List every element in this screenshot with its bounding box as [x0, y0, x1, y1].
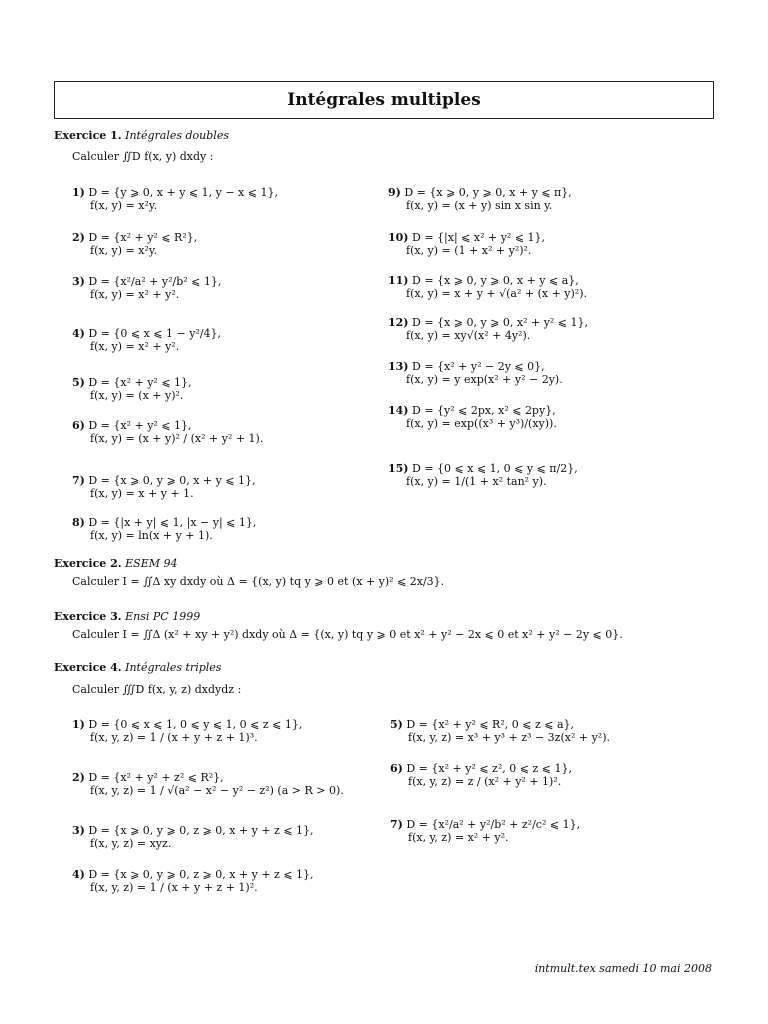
item-function: f(x, y) = xy√(x² + 4y²).	[406, 329, 531, 342]
item-number: 3)	[72, 824, 85, 837]
item-domain-line	[72, 327, 221, 340]
exercise-4-subtitle: Intégrales triples	[125, 661, 222, 674]
item-domain: D = {x² + y² − 2y ⩽ 0},	[412, 360, 545, 373]
item-domain: D = {0 ⩽ x ⩽ 1 − y²/4},	[88, 327, 222, 340]
item-function: f(x, y, z) = 1 / (x + y + z + 1)³.	[90, 731, 258, 744]
item-function: f(x, y) = 1/(1 + x² tan² y).	[406, 475, 547, 488]
item-domain: D = {x²/a² + y²/b² + z²/c² ⩽ 1},	[406, 818, 581, 831]
item-function: f(x, y, z) = 1 / √(a² − x² − y² − z²) (a > R > 0).	[90, 784, 344, 797]
item-domain: D = {x ⩾ 0, y ⩾ 0, x + y ⩽ π},	[404, 186, 572, 199]
item-domain: D = {y ⩾ 0, x + y ⩽ 1, y − x ⩽ 1},	[88, 186, 278, 199]
exercise-2-subtitle: ESEM 94	[125, 557, 178, 570]
item-function: f(x, y) = x + y + √(a² + (x + y)²).	[406, 287, 588, 300]
item-number: 1)	[72, 186, 85, 199]
exercise-item	[388, 231, 545, 257]
exercise-item	[388, 360, 563, 386]
exercise-3-label: Exercice 3.	[54, 610, 122, 623]
exercise-item	[72, 718, 302, 744]
item-function: f(x, y, z) = x³ + y³ + z³ − 3z(x² + y²).	[408, 731, 610, 744]
item-domain: D = {|x + y| ⩽ 1, |x − y| ⩽ 1},	[88, 516, 257, 529]
item-function: f(x, y) = (x + y)².	[90, 389, 184, 402]
item-function: f(x, y, z) = 1 / (x + y + z + 1)².	[90, 881, 258, 894]
item-domain-line	[388, 274, 587, 287]
item-number: 4)	[72, 327, 85, 340]
exercise-item	[72, 231, 197, 257]
exercise-item	[390, 718, 610, 744]
title-box	[54, 81, 714, 119]
item-function: f(x, y) = (x + y)² / (x² + y² + 1).	[90, 432, 264, 445]
item-number: 1)	[72, 718, 85, 731]
item-domain: D = {x ⩾ 0, y ⩾ 0, z ⩾ 0, x + y + z ⩽ 1},	[88, 868, 314, 881]
item-number: 14)	[388, 404, 409, 417]
item-domain-line	[388, 316, 588, 329]
item-function: f(x, y) = y exp(x² + y² − 2y).	[406, 373, 563, 386]
item-domain-line	[390, 762, 572, 775]
footer-note: intmult.tex samedi 10 mai 2008	[534, 962, 712, 975]
exercise-item	[388, 404, 557, 430]
item-number: 5)	[72, 376, 85, 389]
item-domain-line	[72, 231, 197, 244]
item-number: 3)	[72, 275, 85, 288]
item-function: f(x, y, z) = z / (x² + y² + 1)².	[408, 775, 562, 788]
item-domain: D = {0 ⩽ x ⩽ 1, 0 ⩽ y ⩽ 1, 0 ⩽ z ⩽ 1},	[88, 718, 303, 731]
item-function: f(x, y, z) = x² + y².	[408, 831, 509, 844]
item-function: f(x, y) = (x + y) sin x sin y.	[406, 199, 553, 212]
item-function: f(x, y) = x² + y².	[90, 288, 180, 301]
exercise-item	[72, 824, 314, 850]
item-domain: D = {x² + y² ⩽ 1},	[88, 419, 192, 432]
exercise-item	[72, 474, 256, 500]
exercise-item	[388, 274, 587, 300]
exercise-item	[72, 516, 256, 542]
item-domain: D = {|x| ⩽ x² + y² ⩽ 1},	[412, 231, 546, 244]
item-function: f(x, y) = x + y + 1.	[90, 487, 194, 500]
item-domain-line	[388, 360, 563, 373]
item-domain-line	[388, 404, 557, 417]
item-function: f(x, y) = x²y.	[90, 244, 158, 257]
item-domain: D = {x² + y² ⩽ R², 0 ⩽ z ⩽ a},	[406, 718, 574, 731]
item-domain: D = {x²/a² + y²/b² ⩽ 1},	[88, 275, 222, 288]
item-number: 7)	[72, 474, 85, 487]
item-domain-line	[72, 474, 256, 487]
item-domain-line	[72, 419, 263, 432]
exercise-3-text: Calculer I = ∬Δ (x² + xy + y²) dxdy où Δ = {(x, y) tq y ⩾ 0 et x² + y² − 2x ⩽ 0 et x² + y² − 2y ⩽ 0}.	[72, 628, 623, 641]
item-domain-line	[390, 818, 580, 831]
item-domain-line	[72, 718, 302, 731]
exercise-item	[390, 762, 572, 788]
exercise-item	[72, 771, 344, 797]
item-domain-line	[388, 231, 545, 244]
item-number: 12)	[388, 316, 409, 329]
exercise-2-text: Calculer I = ∬Δ xy dxdy où Δ = {(x, y) tq y ⩾ 0 et (x + y)² ⩽ 2x/3}.	[72, 575, 445, 588]
item-domain: D = {x² + y² ⩽ 1},	[88, 376, 192, 389]
item-domain-line	[388, 462, 578, 475]
item-domain: D = {x² + y² ⩽ z², 0 ⩽ z ⩽ 1},	[406, 762, 572, 775]
item-function: f(x, y, z) = xyz.	[90, 837, 172, 850]
item-function: f(x, y) = x² + y².	[90, 340, 180, 353]
item-number: 6)	[390, 762, 403, 775]
item-number: 9)	[388, 186, 401, 199]
item-domain-line	[72, 275, 221, 288]
item-function: f(x, y) = ln(x + y + 1).	[90, 529, 213, 542]
item-domain-line	[72, 186, 278, 199]
exercise-item	[72, 327, 221, 353]
item-number: 2)	[72, 771, 85, 784]
exercise-1-heading	[54, 129, 229, 142]
item-domain: D = {x ⩾ 0, y ⩾ 0, x² + y² ⩽ 1},	[412, 316, 589, 329]
exercise-4-intro: Calculer ∭D f(x, y, z) dxdydz :	[72, 683, 242, 696]
item-domain: D = {y² ⩽ 2px, x² ⩽ 2py},	[412, 404, 556, 417]
item-domain-line	[390, 718, 610, 731]
item-number: 11)	[388, 274, 409, 287]
item-domain-line	[388, 186, 572, 199]
item-function: f(x, y) = x²y.	[90, 199, 158, 212]
item-number: 2)	[72, 231, 85, 244]
item-domain: D = {x ⩾ 0, y ⩾ 0, x + y ⩽ 1},	[88, 474, 256, 487]
item-domain-line	[72, 868, 314, 881]
item-number: 7)	[390, 818, 403, 831]
item-domain: D = {x ⩾ 0, y ⩾ 0, z ⩾ 0, x + y + z ⩽ 1},	[88, 824, 314, 837]
item-domain: D = {x² + y² + z² ⩽ R²},	[88, 771, 224, 784]
exercise-item	[72, 186, 278, 212]
item-function: f(x, y) = exp((x³ + y³)/(xy)).	[406, 417, 557, 430]
item-number: 4)	[72, 868, 85, 881]
item-domain: D = {x ⩾ 0, y ⩾ 0, x + y ⩽ a},	[412, 274, 579, 287]
item-number: 13)	[388, 360, 409, 373]
exercise-2-label: Exercice 2.	[54, 557, 122, 570]
exercise-1-intro: Calculer ∬D f(x, y) dxdy :	[72, 150, 214, 163]
exercise-item	[72, 868, 314, 894]
item-domain: D = {x² + y² ⩽ R²},	[88, 231, 198, 244]
item-number: 5)	[390, 718, 403, 731]
item-number: 8)	[72, 516, 85, 529]
exercise-4-heading	[54, 661, 221, 674]
exercise-item	[72, 419, 263, 445]
exercise-4-label: Exercice 4.	[54, 661, 122, 674]
item-function: f(x, y) = (1 + x² + y²)².	[406, 244, 532, 257]
item-number: 6)	[72, 419, 85, 432]
exercise-1-label: Exercice 1.	[54, 129, 122, 142]
page-title: Intégrales multiples	[287, 90, 481, 110]
item-domain-line	[72, 771, 344, 784]
exercise-item	[72, 275, 221, 301]
exercise-3-heading	[54, 610, 200, 623]
exercise-item	[388, 186, 572, 212]
exercise-item	[72, 376, 192, 402]
item-number: 15)	[388, 462, 409, 475]
exercise-2-heading	[54, 557, 177, 570]
exercise-item	[388, 462, 578, 488]
item-domain: D = {0 ⩽ x ⩽ 1, 0 ⩽ y ⩽ π/2},	[412, 462, 578, 475]
item-domain-line	[72, 824, 314, 837]
item-number: 10)	[388, 231, 409, 244]
exercise-1-subtitle: Intégrales doubles	[125, 129, 229, 142]
exercise-3-subtitle: Ensi PC 1999	[125, 610, 201, 623]
item-domain-line	[72, 376, 192, 389]
exercise-item	[388, 316, 588, 342]
item-domain-line	[72, 516, 256, 529]
exercise-item	[390, 818, 580, 844]
